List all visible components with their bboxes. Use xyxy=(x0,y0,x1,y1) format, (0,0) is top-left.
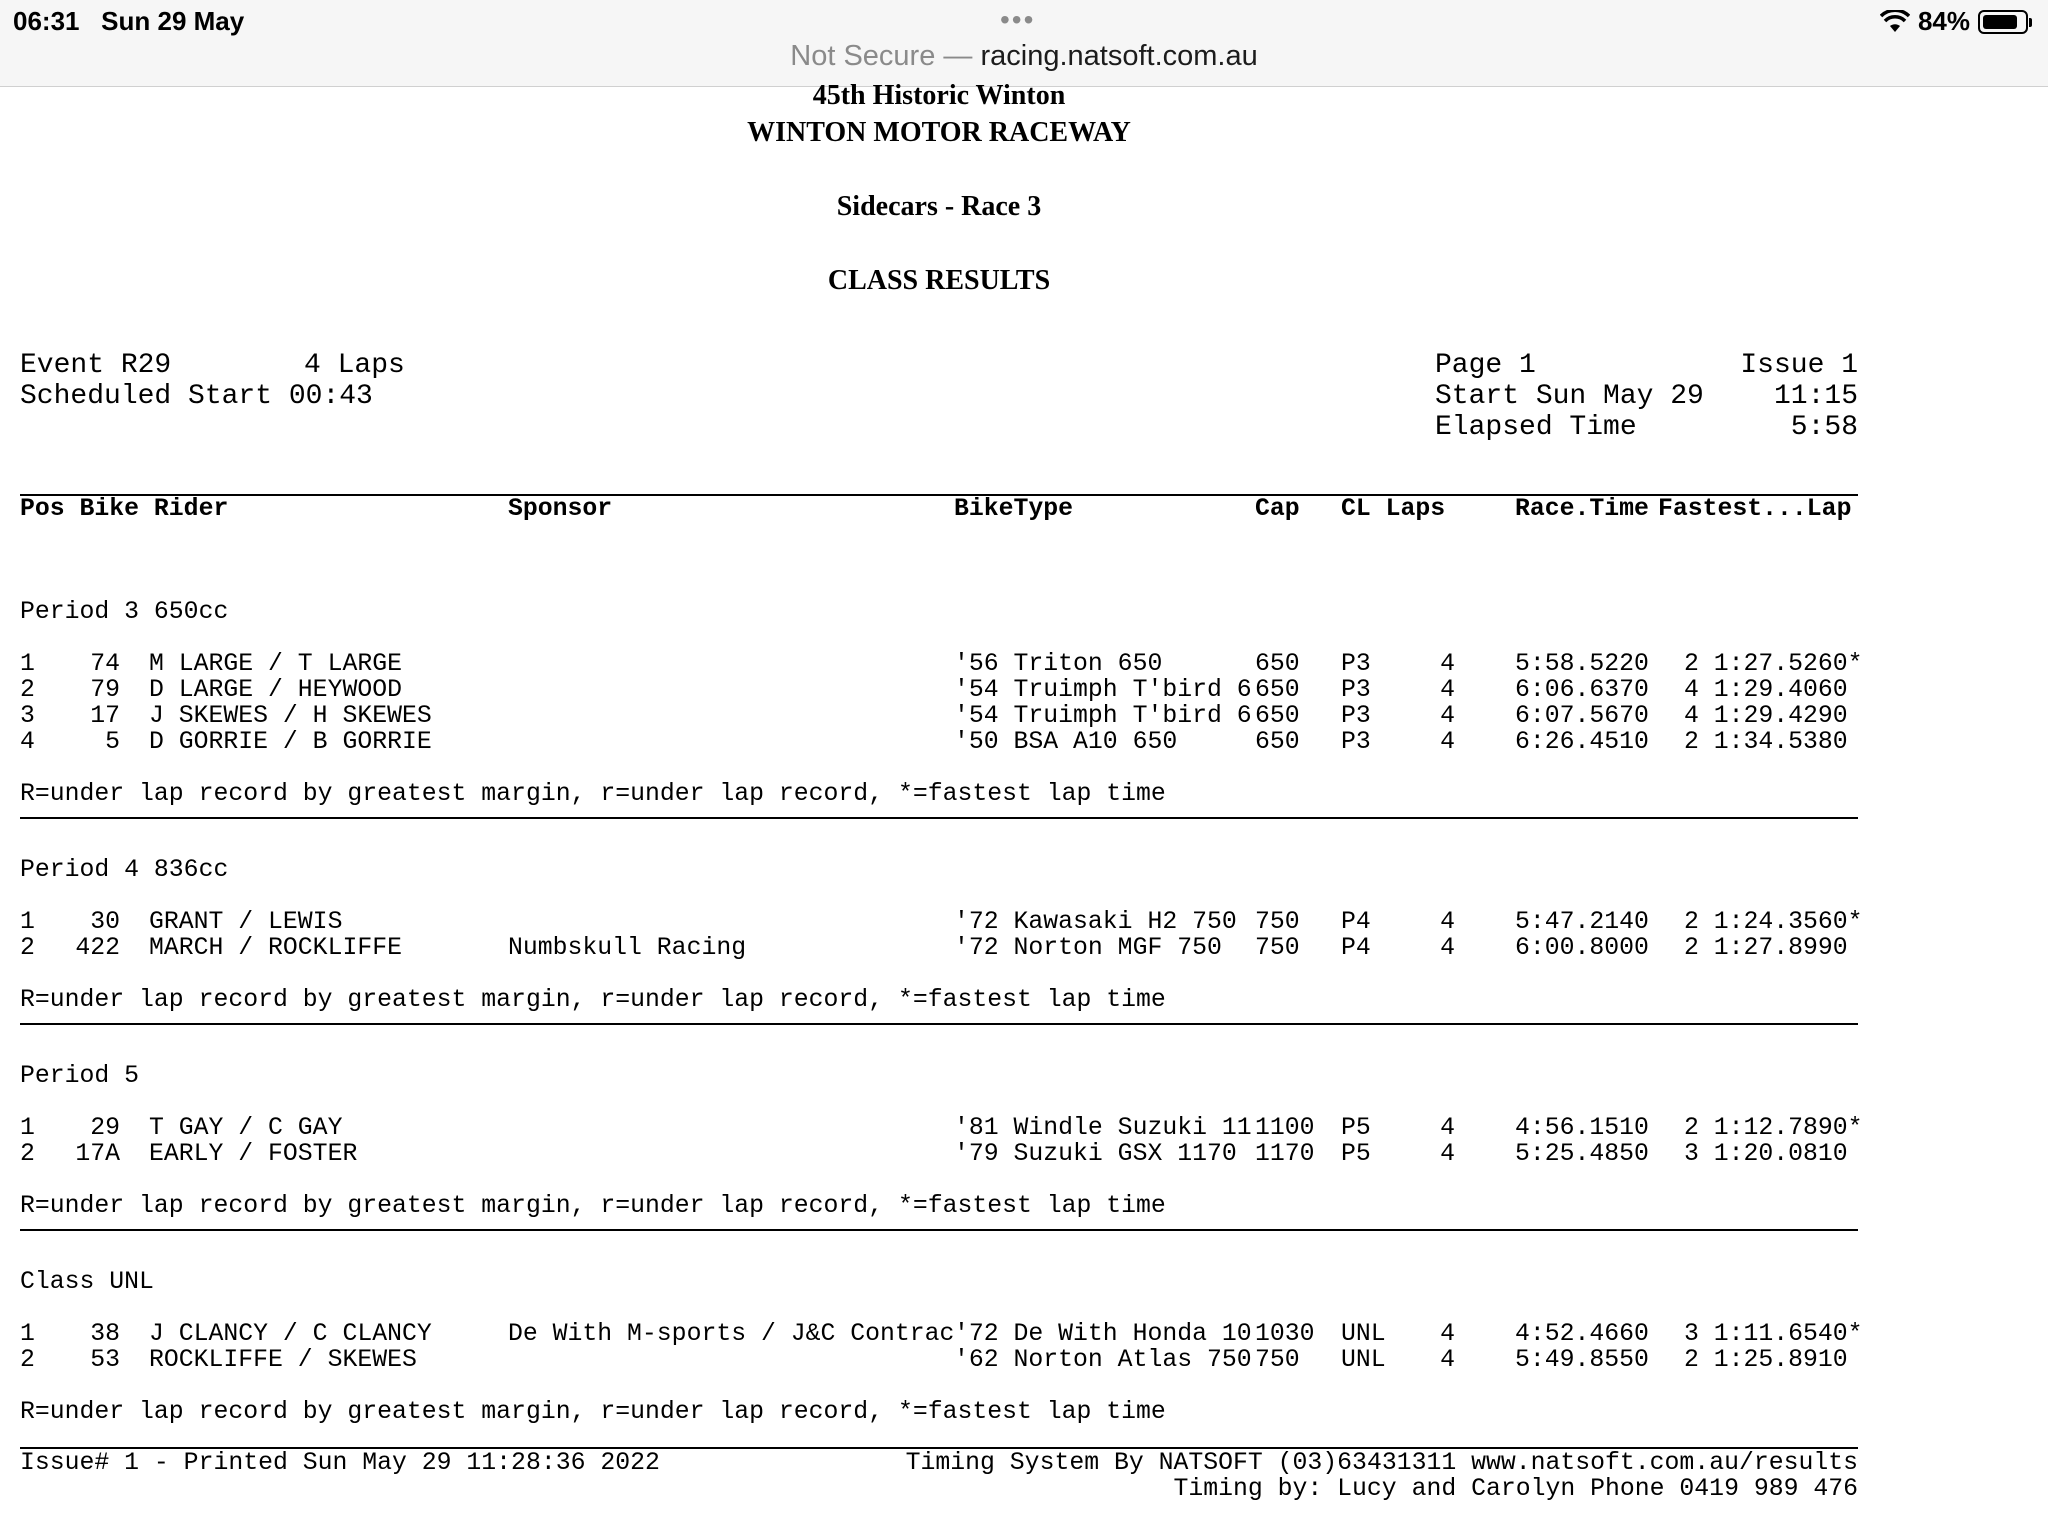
cell-rider: M LARGE / T LARGE xyxy=(149,650,402,678)
cell-cl: UNL xyxy=(1341,1320,1386,1348)
url-bar[interactable] xyxy=(0,40,2048,73)
cell-race-time: 5:49.8550 xyxy=(1515,1346,1649,1374)
divider xyxy=(20,1023,1858,1025)
cell-pos: 3 xyxy=(20,702,35,730)
cell-pos: 1 xyxy=(20,1114,35,1142)
col-fastest-lap: Fastest...Lap xyxy=(1658,495,1852,523)
cell-laps: 4 xyxy=(1440,676,1455,704)
divider xyxy=(20,1229,1858,1231)
cell-biketype: '54 Truimph T'bird 6 xyxy=(954,676,1252,704)
cell-biketype: '50 BSA A10 650 xyxy=(954,728,1178,756)
class-title: Class UNL xyxy=(20,1268,154,1296)
cell-bike: 79 xyxy=(90,676,120,704)
cell-race-time: 6:06.6370 xyxy=(1515,676,1649,704)
cell-bike: 29 xyxy=(90,1114,120,1142)
col-sponsor: Sponsor xyxy=(508,495,613,523)
report-type: CLASS RESULTS xyxy=(827,265,1051,296)
cell-cl: P4 xyxy=(1341,934,1371,962)
legend-note: R=under lap record by greatest margin, r=under lap record, *=fastest lap time xyxy=(20,1192,1166,1220)
cell-pos: 2 xyxy=(20,676,35,704)
class-title: Period 4 836cc xyxy=(20,856,229,884)
event-name: 45th Historic Winton xyxy=(812,80,1066,111)
cell-rider: ROCKLIFFE / SKEWES xyxy=(149,1346,417,1374)
cell-pos: 2 xyxy=(20,1140,35,1168)
start-time: 11:15 xyxy=(1773,381,1858,412)
cell-cap: 750 xyxy=(1255,908,1300,936)
cell-pos: 1 xyxy=(20,650,35,678)
cell-laps: 4 xyxy=(1440,1140,1455,1168)
status-time: 06:31 Sun 29 May xyxy=(13,6,245,36)
cell-race-time: 5:25.4850 xyxy=(1515,1140,1649,1168)
page-number: Page 1 xyxy=(1435,350,1536,381)
cell-sponsor: De With M-sports / J&C Contrac xyxy=(508,1320,955,1348)
battery-fill xyxy=(1983,15,2017,29)
cell-cl: P5 xyxy=(1341,1114,1371,1142)
cell-laps: 4 xyxy=(1440,934,1455,962)
cell-cap: 1030 xyxy=(1255,1320,1315,1348)
cell-bike: 74 xyxy=(90,650,120,678)
cell-rider: J SKEWES / H SKEWES xyxy=(149,702,432,730)
cell-pos: 2 xyxy=(20,934,35,962)
cell-cap: 650 xyxy=(1255,650,1300,678)
url-domain: racing.natsoft.com.au xyxy=(980,40,1258,72)
cell-fastest: 2 1:27.5260* xyxy=(1684,650,1863,678)
venue-name: WINTON MOTOR RACEWAY xyxy=(747,117,1131,148)
cell-biketype: '54 Truimph T'bird 6 xyxy=(954,702,1252,730)
cell-rider: J CLANCY / C CLANCY xyxy=(149,1320,432,1348)
elapsed-time: 5:58 xyxy=(1790,412,1858,443)
cell-fastest: 2 1:27.8990 xyxy=(1684,934,1848,962)
cell-laps: 4 xyxy=(1440,908,1455,936)
cell-laps: 4 xyxy=(1440,650,1455,678)
cell-fastest: 2 1:12.7890* xyxy=(1684,1114,1863,1142)
cell-pos: 1 xyxy=(20,908,35,936)
cell-race-time: 6:26.4510 xyxy=(1515,728,1649,756)
cell-cl: UNL xyxy=(1341,1346,1386,1374)
cell-pos: 4 xyxy=(20,728,35,756)
start-label: Start Sun May 29 xyxy=(1435,381,1704,412)
cell-bike: 17 xyxy=(90,702,120,730)
cell-pos: 2 xyxy=(20,1346,35,1374)
cell-cap: 1100 xyxy=(1255,1114,1315,1142)
cell-cap: 1170 xyxy=(1255,1140,1315,1168)
cell-cap: 750 xyxy=(1255,934,1300,962)
footer-printed: Issue# 1 - Printed Sun May 29 11:28:36 2022 xyxy=(20,1449,660,1477)
cell-rider: T GAY / C GAY xyxy=(149,1114,343,1142)
cell-cap: 750 xyxy=(1255,1346,1300,1374)
cell-sponsor: Numbskull Racing xyxy=(508,934,747,962)
wifi-icon xyxy=(1880,10,1910,34)
cell-biketype: '72 De With Honda 10 xyxy=(954,1320,1252,1348)
col-race-time: Race.Time xyxy=(1515,495,1649,523)
col-cap: Cap xyxy=(1255,495,1300,523)
cell-race-time: 4:52.4660 xyxy=(1515,1320,1649,1348)
battery-percent: 84% xyxy=(1917,6,1970,36)
cell-bike: 422 xyxy=(75,934,120,962)
battery-icon xyxy=(1978,10,2028,34)
cell-rider: MARCH / ROCKLIFFE xyxy=(149,934,402,962)
class-title: Period 3 650cc xyxy=(20,598,229,626)
cell-fastest: 4 1:29.4060 xyxy=(1684,676,1848,704)
cell-rider: D GORRIE / B GORRIE xyxy=(149,728,432,756)
cell-fastest: 2 1:34.5380 xyxy=(1684,728,1848,756)
cell-cl: P3 xyxy=(1341,650,1371,678)
footer-timing-system: Timing System By NATSOFT (03)63431311 www.natsoft.com.au/results xyxy=(905,1449,1858,1477)
cell-cap: 650 xyxy=(1255,702,1300,730)
cell-rider: EARLY / FOSTER xyxy=(149,1140,358,1168)
cell-laps: 4 xyxy=(1440,1346,1455,1374)
issue-number: Issue 1 xyxy=(1740,350,1858,381)
scheduled-start: Scheduled Start 00:43 xyxy=(20,381,373,412)
legend-note: R=under lap record by greatest margin, r=under lap record, *=fastest lap time xyxy=(20,780,1166,808)
cell-biketype: '72 Norton MGF 750 xyxy=(954,934,1222,962)
cell-biketype: '72 Kawasaki H2 750 xyxy=(954,908,1237,936)
cell-cl: P3 xyxy=(1341,702,1371,730)
cell-race-time: 6:00.8000 xyxy=(1515,934,1649,962)
cell-race-time: 4:56.1510 xyxy=(1515,1114,1649,1142)
col-pos-bike-rider: Pos Bike Rider xyxy=(20,495,229,523)
cell-race-time: 6:07.5670 xyxy=(1515,702,1649,730)
cell-laps: 4 xyxy=(1440,728,1455,756)
cell-biketype: '79 Suzuki GSX 1170 xyxy=(954,1140,1237,1168)
status-bar xyxy=(0,0,2048,87)
legend-note: R=under lap record by greatest margin, r=under lap record, *=fastest lap time xyxy=(20,1398,1166,1426)
cell-rider: D LARGE / HEYWOOD xyxy=(149,676,402,704)
cell-laps: 4 xyxy=(1440,1320,1455,1348)
cell-rider: GRANT / LEWIS xyxy=(149,908,343,936)
elapsed-label: Elapsed Time xyxy=(1435,412,1637,443)
col-biketype: BikeType xyxy=(954,495,1074,523)
cell-fastest: 3 1:11.6540* xyxy=(1684,1320,1863,1348)
cell-biketype: '56 Triton 650 xyxy=(954,650,1163,678)
cell-fastest: 2 1:25.8910 xyxy=(1684,1346,1848,1374)
status-right xyxy=(1880,6,2028,37)
cell-race-time: 5:58.5220 xyxy=(1515,650,1649,678)
more-dots-icon[interactable]: ••• xyxy=(1000,4,1036,35)
laps-label: 4 Laps xyxy=(304,350,405,381)
cell-fastest: 3 1:20.0810 xyxy=(1684,1140,1848,1168)
cell-race-time: 5:47.2140 xyxy=(1515,908,1649,936)
legend-note: R=under lap record by greatest margin, r=under lap record, *=fastest lap time xyxy=(20,986,1166,1014)
cell-pos: 1 xyxy=(20,1320,35,1348)
cell-bike: 38 xyxy=(90,1320,120,1348)
cell-fastest: 2 1:24.3560* xyxy=(1684,908,1863,936)
cell-bike: 5 xyxy=(105,728,120,756)
event-label: Event R29 xyxy=(20,350,172,381)
col-cl-laps: CL Laps xyxy=(1341,495,1446,523)
cell-bike: 30 xyxy=(90,908,120,936)
cell-cl: P4 xyxy=(1341,908,1371,936)
cell-bike: 53 xyxy=(90,1346,120,1374)
footer-timing-by: Timing by: Lucy and Carolyn Phone 0419 989 476 xyxy=(1173,1475,1858,1503)
cell-laps: 4 xyxy=(1440,702,1455,730)
class-title: Period 5 xyxy=(20,1062,140,1090)
cell-cap: 650 xyxy=(1255,728,1300,756)
cell-laps: 4 xyxy=(1440,1114,1455,1142)
cell-cap: 650 xyxy=(1255,676,1300,704)
cell-biketype: '62 Norton Atlas 750 xyxy=(954,1346,1252,1374)
cell-cl: P3 xyxy=(1341,728,1371,756)
security-label: Not Secure — xyxy=(790,40,973,72)
divider xyxy=(20,817,1858,819)
cell-biketype: '81 Windle Suzuki 11 xyxy=(954,1114,1252,1142)
cell-bike: 17A xyxy=(75,1140,120,1168)
cell-cl: P5 xyxy=(1341,1140,1371,1168)
cell-cl: P3 xyxy=(1341,676,1371,704)
cell-fastest: 4 1:29.4290 xyxy=(1684,702,1848,730)
race-title: Sidecars - Race 3 xyxy=(836,191,1042,222)
